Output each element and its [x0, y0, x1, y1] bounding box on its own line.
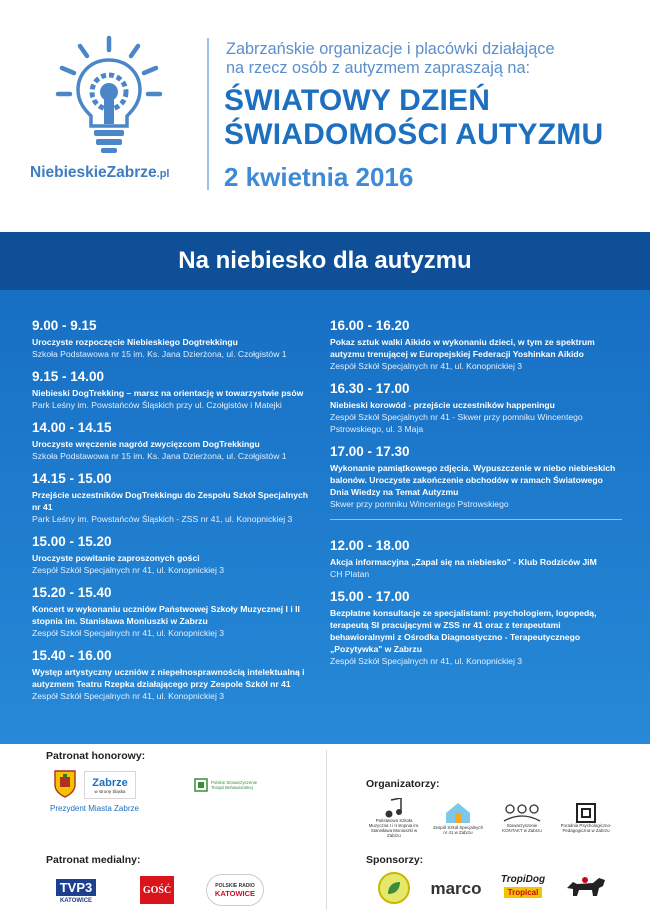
- event-place: Zespół Szkół Specjalnych nr 41, ul. Konopnickiej 3: [32, 565, 225, 575]
- event-place: Szkoła Podstawowa nr 15 im. Ks. Jana Dzierżona, ul. Czołgistów 1: [32, 451, 287, 461]
- event-name: Koncert w wykonaniu uczniów Państwowej Szkoły Muzycznej I i II stopnia im. Stanisława Moniuszki w Zabrzu: [32, 604, 300, 626]
- program-event: [32, 648, 312, 702]
- event-place: Zespół Szkół Specjalnych nr 41 - Skwer przy pomniku Wincentego Pstrowskiego, ul. 3 Maja: [330, 412, 583, 434]
- event-place: Park Leśny im. Powstańców Śląskich przy ul. Czołgistów i Matejki: [32, 400, 282, 410]
- gosc-logo-text: GOŚĆ: [142, 884, 172, 896]
- event-time: 9.15 - 14.00: [32, 369, 105, 384]
- gosc-niedzielny-logo[interactable]: [140, 876, 174, 904]
- event-place: Zespół Szkół Specjalnych nr 41, ul. Konopnickiej 3: [330, 656, 523, 666]
- tvp3-logo-subtext: KATOWICE: [59, 897, 93, 904]
- event-name: Uroczyste wręczenie nagród zwycięzcom DogTrekkingu: [32, 439, 260, 449]
- event-place: Zespół Szkół Specjalnych nr 41, ul. Konopnickiej 3: [32, 691, 225, 701]
- dog-silhouette-icon: [563, 874, 609, 900]
- program-event: [330, 318, 622, 372]
- event-time: 16.00 - 16.20: [330, 318, 410, 333]
- organizer-zss41-logo[interactable]: [432, 796, 484, 840]
- pstb-logo[interactable]: [194, 774, 274, 796]
- sponsor-dog-logo[interactable]: [562, 872, 610, 902]
- event-place: Zespół Szkół Specjalnych nr 41, ul. Konopnickiej 3: [330, 361, 523, 371]
- organizer-name: Stowarzyszenie KONTAKT w Zabrzu: [502, 823, 542, 833]
- header-divider: [207, 38, 209, 190]
- organizer-kontakt-logo[interactable]: [496, 796, 548, 840]
- logo-wordmark: NiebieskieZabrze.pl: [30, 164, 170, 181]
- banner-title: Na niebiesko dla autyzmu: [178, 247, 472, 274]
- radio-logo-line-2: KATOWICE: [214, 888, 256, 898]
- zabrze-city-logo[interactable]: [84, 771, 136, 799]
- event-time: 15.00 - 15.20: [32, 534, 112, 549]
- event-place: Zespół Szkół Specjalnych nr 41, ul. Konopnickiej 3: [32, 628, 225, 638]
- program-event: [32, 534, 312, 576]
- event-time: 15.40 - 16.00: [32, 648, 112, 663]
- event-time: 15.20 - 15.40: [32, 585, 112, 600]
- event-name: Niebieski DogTrekking – marsz na orientację w towarzystwie psów: [32, 388, 304, 398]
- event-name: Uroczyste powitanie zaproszonych gości: [32, 553, 200, 563]
- organizer-ppp-logo[interactable]: [560, 796, 612, 840]
- figures-icon: [502, 803, 542, 823]
- sponsor-tropidog-logo[interactable]: [498, 868, 548, 904]
- intro-line-2: na rzecz osób z autyzmem zapraszają na:: [226, 59, 531, 77]
- lightbulb-gear-icon: [54, 34, 164, 158]
- title-line-2: ŚWIADOMOŚCI AUTYZMU: [224, 118, 604, 151]
- organizer-name: Poradnia Psychologiczno-Pedagogiczna w Zabrzu: [560, 823, 612, 833]
- leaf-icon: [385, 879, 403, 897]
- tropidog-logo-text: TropiDog: [500, 874, 546, 885]
- sponsors-footer: [0, 744, 650, 919]
- event-name: Niebieski korowód - przejście uczestników happeningu: [330, 400, 555, 410]
- program-event: [330, 381, 622, 435]
- event-place: Skwer przy pomniku Wincentego Pstrowskiego: [330, 499, 509, 509]
- program-event: [32, 369, 312, 411]
- event-date: 2 kwietnia 2016: [224, 162, 414, 192]
- sponsor-marco-logo[interactable]: [426, 878, 486, 900]
- media-patronage-heading: Patronat medialny:: [46, 854, 141, 866]
- event-time: 16.30 - 17.00: [330, 381, 410, 396]
- tvp3-katowice-logo[interactable]: [52, 872, 100, 910]
- polskie-radio-katowice-logo[interactable]: [206, 874, 264, 906]
- program-event: [330, 538, 622, 580]
- event-time: 14.00 - 14.15: [32, 420, 112, 435]
- poster-header: [0, 0, 650, 232]
- pstb-logo-icon: [194, 778, 208, 792]
- tropical-logo-text: Tropical: [504, 887, 543, 898]
- event-time: 9.00 - 9.15: [32, 318, 97, 333]
- honorary-caption: Prezydent Miasta Zabrze: [50, 804, 139, 813]
- event-name: Przejście uczestników DogTrekkingu do Zespołu Szkół Specjalnych nr 41: [32, 490, 309, 512]
- honorary-patronage-heading: Patronat honorowy:: [46, 750, 146, 762]
- event-time: 17.00 - 17.30: [330, 444, 410, 459]
- intro-line-1: Zabrzańskie organizacje i placówki działające: [226, 40, 555, 58]
- program-event: [32, 585, 312, 639]
- title-line-1: ŚWIATOWY DZIEŃ: [224, 84, 491, 117]
- marco-logo-text: marco: [430, 879, 482, 898]
- music-note-icon: [383, 798, 405, 818]
- program-event: [330, 589, 622, 667]
- niebieskie-zabrze-logo[interactable]: [22, 34, 200, 194]
- event-name: Wykonanie pamiątkowego zdjęcia. Wypuszczenie w niebo niebieskich balonów. Uroczyste zakończenie obchodów w ramach Światowego Dnia Wiedzy na Temat Autyzmu: [330, 463, 616, 497]
- event-name: Akcja informacyjna „Zapal się na niebiesko" - Klub Rodziców JiM: [330, 557, 597, 567]
- footer-divider: [326, 750, 327, 910]
- radio-logo-line-1: POLSKIE RADIO: [215, 882, 255, 889]
- program-event: [32, 420, 312, 462]
- program-event: [32, 471, 312, 525]
- event-name: Występ artystyczny uczniów z niepełnosprawnością intelektualną i autyzmem Teatru Rzepka działającego przy Zespole Szkół nr 41: [32, 667, 305, 689]
- event-name: Uroczyste rozpoczęcie Niebieskiego Dogtrekkingu: [32, 337, 238, 347]
- pstb-logo-text: Polskie Stowarzyszenie Terapii Behawioralnej: [211, 780, 258, 790]
- event-time: 12.00 - 18.00: [330, 538, 410, 553]
- program-column-left: [32, 318, 312, 711]
- organizer-name: Państwowa Szkoła Muzyczna I i II stopnia im. Stanisława Moniuszki w Zabrzu: [368, 818, 420, 838]
- organizers-heading: Organizatorzy:: [366, 778, 440, 790]
- intro-text: [226, 40, 636, 78]
- event-title: [224, 84, 603, 152]
- event-place: CH Platan: [330, 569, 370, 579]
- organizer-music-school-logo[interactable]: [366, 796, 422, 840]
- event-place: Szkoła Podstawowa nr 15 im. Ks. Jana Dzierżona, ul. Czołgistów 1: [32, 349, 287, 359]
- zabrze-coat-of-arms-icon: [52, 768, 78, 800]
- slogan-banner: [0, 232, 650, 290]
- school-house-icon: [444, 801, 472, 825]
- program-event: [330, 444, 622, 510]
- program-section: [0, 290, 650, 744]
- program-column-right: [330, 318, 622, 676]
- zabrze-logo-subtext: w stronę Śląska: [94, 788, 126, 794]
- zabrze-logo-text: Zabrze: [92, 776, 128, 789]
- tvp3-logo-text: TVP3: [56, 879, 97, 896]
- program-event: [32, 318, 312, 360]
- sponsor-round-logo[interactable]: [378, 872, 410, 904]
- ppp-spiral-icon: [576, 803, 596, 823]
- sponsors-heading: Sponsorzy:: [366, 854, 424, 866]
- program-divider: [330, 519, 622, 520]
- event-name: Bezpłatne konsultacje ze specjalistami: psychologiem, logopedą, terapeutą SI pracującymi w ZSS nr 41 oraz z terapeutami behawioralnymi z Ośrodka Diagnostyczno - Terapeutycznego „Pozytywka" w Zabrzu: [330, 608, 597, 654]
- event-place: Park Leśny im. Powstańców Śląskich - ZSS nr 41, ul. Konopnickiej 3: [32, 514, 293, 524]
- event-time: 14.15 - 15.00: [32, 471, 112, 486]
- event-time: 15.00 - 17.00: [330, 589, 410, 604]
- organizer-name: Zespół Szkół Specjalnych nr 41 w Zabrzu: [432, 825, 484, 835]
- event-name: Pokaz sztuk walki Aikido w wykonaniu dzieci, w tym ze spektrum autyzmu trenującej w Europejskiej Federacji Yoshinkan Aikido: [330, 337, 595, 359]
